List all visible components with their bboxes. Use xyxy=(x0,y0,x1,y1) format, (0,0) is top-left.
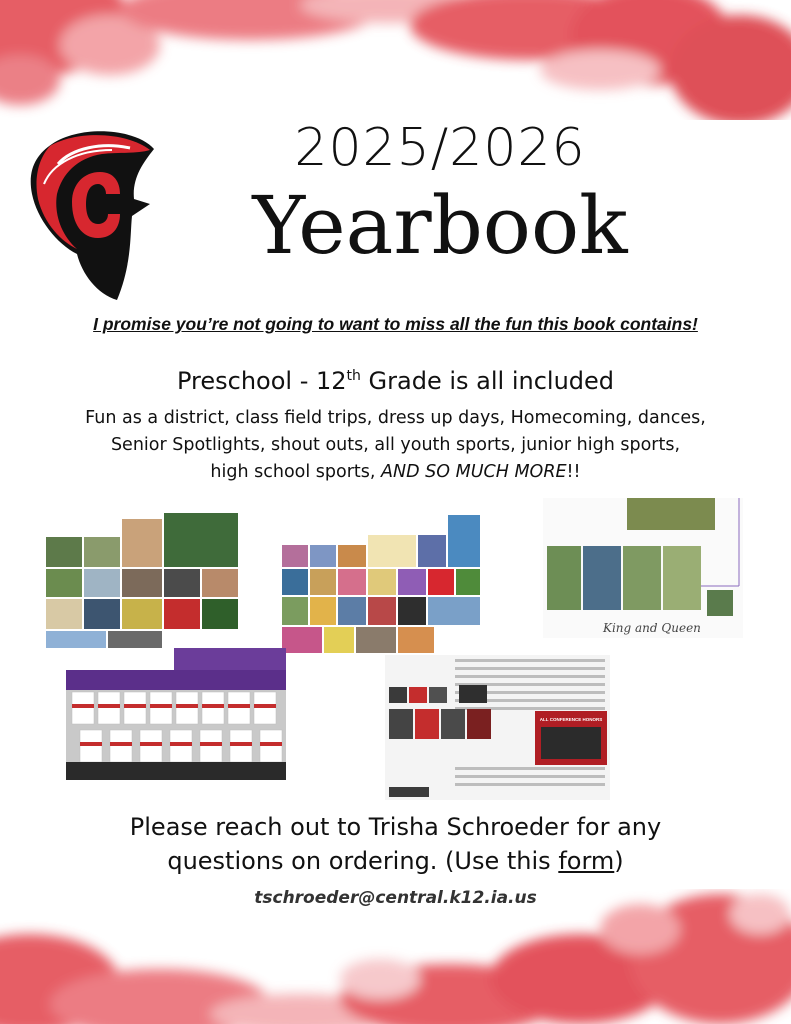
grades-prefix: Preschool - 12 xyxy=(176,367,347,395)
contact-line-2 xyxy=(60,844,731,878)
promise-tagline: I promise you’re not going to want to miss all the fun this book contains! xyxy=(93,314,698,334)
contact-line-2-prefix: questions on ordering. (Use this xyxy=(167,847,559,875)
sample-page-photo-grid-1 xyxy=(46,513,238,648)
description-line-2: Senior Spotlights, shout outs, all youth sports, junior high sports, xyxy=(110,435,681,455)
red-splash-bottom xyxy=(0,889,791,1024)
sample-page-photo-grid-2 xyxy=(282,515,480,653)
sample-page-sports-spread xyxy=(385,655,610,800)
description-emphasis: AND SO MUCH MORE xyxy=(381,462,567,482)
contact-email[interactable]: tschroeder@central.k12.ia.us xyxy=(254,888,537,908)
order-form-link[interactable]: form xyxy=(558,847,615,875)
all-conference-header: ALL CONFERENCE HONORS xyxy=(539,717,603,722)
contact-message xyxy=(60,810,731,878)
sample-page-football-team xyxy=(66,648,286,780)
sample-page-homecoming-court xyxy=(543,498,743,638)
yearbook-title: Yearbook xyxy=(252,179,628,272)
contact-line-1: Please reach out to Trisha Schroeder for any xyxy=(129,813,662,841)
description-line-3-suffix: !! xyxy=(566,462,581,482)
description-line-3 xyxy=(40,459,751,486)
contents-description xyxy=(40,405,751,486)
spartan-helmet-logo xyxy=(22,124,157,302)
grades-suffix: Grade is all included xyxy=(360,367,615,395)
contact-line-2-suffix: ) xyxy=(614,847,624,875)
description-line-3-prefix: high school sports, xyxy=(210,462,382,482)
grades-ordinal: th xyxy=(346,368,361,384)
court-page-caption: King and Queen xyxy=(603,621,701,635)
red-splash-top xyxy=(0,0,791,120)
description-line-1: Fun as a district, class field trips, dress up days, Homecoming, dances, xyxy=(85,408,706,428)
grades-included-heading xyxy=(0,367,791,395)
school-year-heading: 2025/2026 xyxy=(294,118,586,178)
